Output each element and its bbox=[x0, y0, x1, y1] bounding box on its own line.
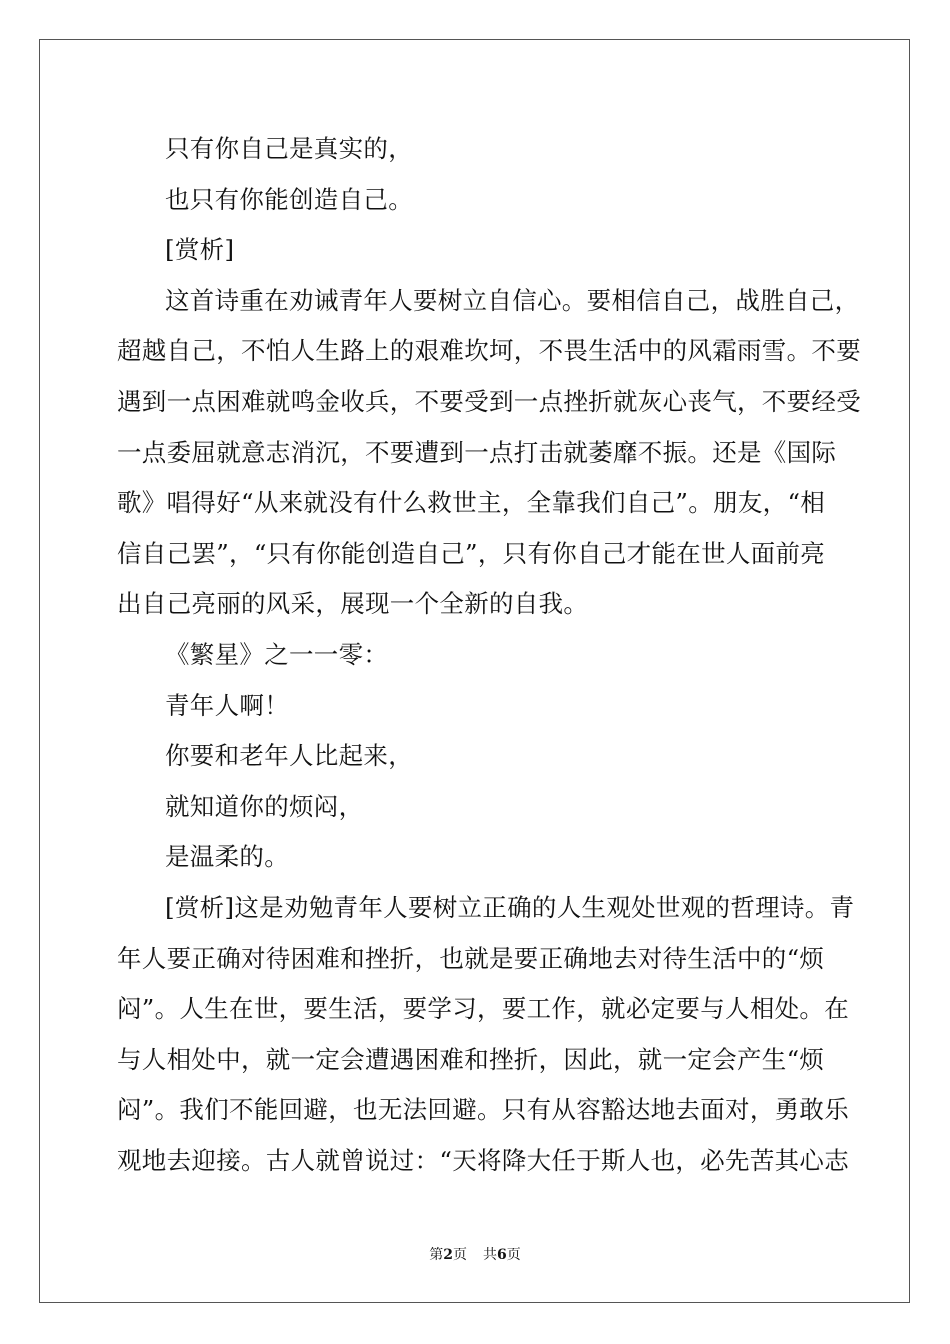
text-line: 年人要正确对待困难和挫折，也就是要正确地去对待生活中的“烦 bbox=[117, 943, 825, 973]
text-line: 青年人啊！ bbox=[165, 690, 289, 720]
total-suffix: 页 bbox=[506, 1247, 521, 1263]
text-line: 是温柔的。 bbox=[165, 842, 289, 872]
text-line: 遇到一点困难就鸣金收兵，不要受到一点挫折就灰心丧气，不要经受 bbox=[117, 386, 861, 416]
text-line: 歌》唱得好“从来就没有什么救世主，全靠我们自己”。朋友，“相 bbox=[117, 488, 826, 518]
total-prefix: 共 bbox=[483, 1247, 497, 1263]
text-line: 出自己亮丽的风采，展现一个全新的自我。 bbox=[117, 589, 589, 619]
page-suffix: 页 bbox=[453, 1247, 467, 1263]
text-line: [赏析] bbox=[165, 235, 235, 265]
text-line: 与人相处中，就一定会遭遇困难和挫折，因此，就一定会产生“烦 bbox=[117, 1044, 825, 1074]
text-line: 就知道你的烦闷， bbox=[165, 791, 364, 821]
text-line: 观地去迎接。古人就曾说过：“天将降大任于斯人也，必先苦其心志 bbox=[117, 1145, 850, 1175]
total-pages: 6 bbox=[497, 1247, 507, 1263]
text-line: 超越自己，不怕人生路上的艰难坎坷，不畏生活中的风霜雨雪。不要 bbox=[117, 336, 861, 366]
page-prefix: 第 bbox=[429, 1247, 444, 1263]
text-line: 信自己罢”，“只有你能创造自己”，只有你自己才能在世人面前亮 bbox=[117, 538, 826, 568]
text-line: 闷”。人生在世，要生活，要学习，要工作，就必定要与人相处。在 bbox=[117, 994, 850, 1024]
text-line: 你要和老年人比起来， bbox=[165, 741, 413, 771]
text-line: 一点委屈就意志消沉，不要遭到一点打击就萎靡不振。还是《国际 bbox=[117, 437, 837, 467]
text-line: 闷”。我们不能回避，也无法回避。只有从容豁达地去面对，勇敢乐 bbox=[117, 1095, 850, 1125]
document-body bbox=[117, 124, 861, 1186]
text-line: 《繁星》之一一零： bbox=[165, 639, 389, 669]
text-line: [赏析]这是劝勉青年人要树立正确的人生观处世观的哲理诗。青 bbox=[165, 892, 855, 922]
page-footer bbox=[0, 1245, 950, 1265]
text-line: 只有你自己是真实的， bbox=[165, 134, 413, 163]
text-line: 也只有你能创造自己。 bbox=[165, 184, 413, 214]
page-number: 2 bbox=[443, 1247, 453, 1263]
text-line: 这首诗重在劝诫青年人要树立自信心。要相信自己，战胜自己， bbox=[165, 285, 860, 315]
